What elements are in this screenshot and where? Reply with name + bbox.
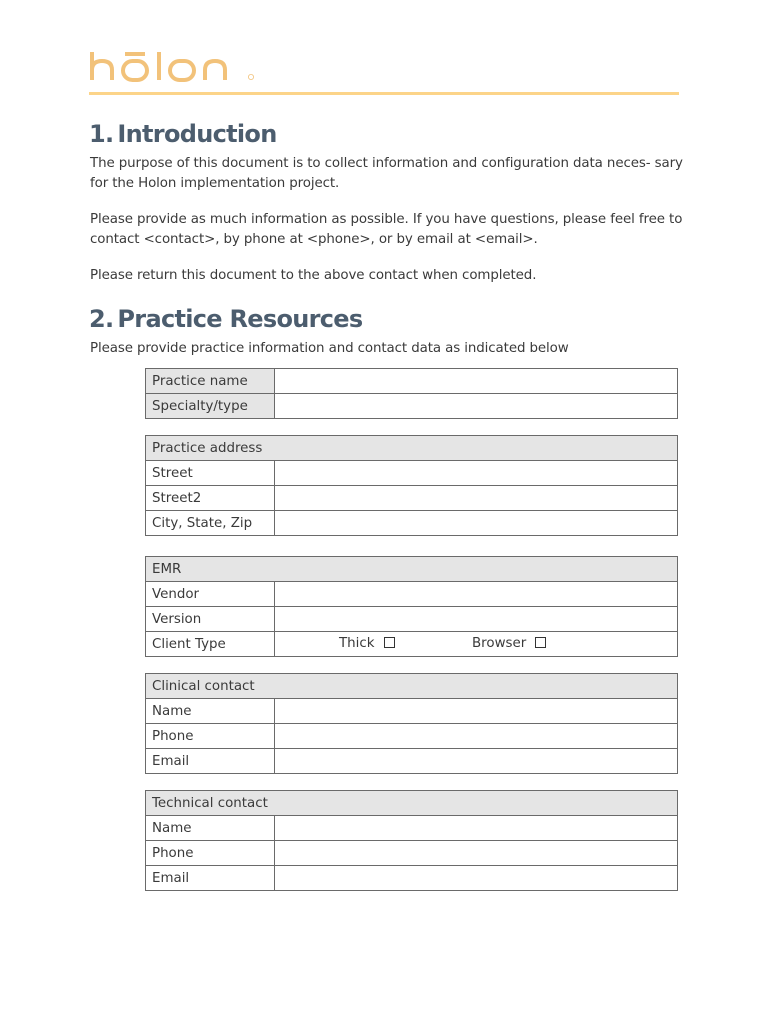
clinical-email-field[interactable]	[275, 749, 678, 774]
technical-contact-header: Technical contact	[146, 791, 678, 816]
technical-email-field[interactable]	[275, 866, 678, 891]
clinical-email-label: Email	[146, 749, 275, 774]
table-row	[146, 699, 678, 724]
street2-field[interactable]	[275, 486, 678, 511]
street-label: Street	[146, 461, 275, 486]
table-row	[146, 749, 678, 774]
table-row	[146, 511, 678, 536]
table-row	[146, 866, 678, 891]
client-type-label: Client Type	[146, 632, 275, 657]
practice-resources-intro: Please provide practice information and contact data as indicated below	[90, 341, 569, 356]
table-header-row	[146, 436, 678, 461]
intro-paragraph-2: Please provide as much information as possible. If you have questions, please feel free to contact <contact>, by phone at <phone>, or by email at <email>.	[90, 212, 683, 247]
table-row	[146, 369, 678, 394]
table-row	[146, 486, 678, 511]
clinical-contact-header: Clinical contact	[146, 674, 678, 699]
thick-option-label: Thick	[339, 636, 375, 651]
clinical-name-label: Name	[146, 699, 275, 724]
practice-address-table	[145, 435, 678, 536]
practice-name-field[interactable]	[275, 369, 678, 394]
table-row	[146, 461, 678, 486]
vendor-field[interactable]	[275, 582, 678, 607]
emr-header: EMR	[146, 557, 678, 582]
practice-table	[145, 368, 678, 419]
specialty-type-field[interactable]	[275, 394, 678, 419]
version-field[interactable]	[275, 607, 678, 632]
table-row	[146, 607, 678, 632]
technical-phone-label: Phone	[146, 841, 275, 866]
practice-address-header: Practice address	[146, 436, 678, 461]
practice-resources-heading: 2. Practice Resources	[89, 305, 363, 333]
browser-option[interactable]	[472, 636, 546, 651]
browser-checkbox[interactable]	[535, 637, 546, 648]
client-type-options	[275, 632, 678, 657]
clinical-phone-field[interactable]	[275, 724, 678, 749]
clinical-phone-label: Phone	[146, 724, 275, 749]
table-row	[146, 582, 678, 607]
table-row	[146, 724, 678, 749]
technical-name-field[interactable]	[275, 816, 678, 841]
browser-option-label: Browser	[472, 636, 527, 651]
technical-name-label: Name	[146, 816, 275, 841]
street-field[interactable]	[275, 461, 678, 486]
emr-table	[145, 556, 678, 657]
introduction-heading: 1. Introduction	[89, 120, 277, 148]
intro-paragraph-1: The purpose of this document is to collect information and configuration data neces- sary for the Holon implementation project.	[90, 156, 683, 191]
table-header-row	[146, 557, 678, 582]
intro-paragraph-3: Please return this document to the above contact when completed.	[90, 268, 537, 283]
table-header-row	[146, 791, 678, 816]
table-row	[146, 841, 678, 866]
vendor-label: Vendor	[146, 582, 275, 607]
table-row	[146, 816, 678, 841]
table-row	[146, 632, 678, 657]
city-state-zip-field[interactable]	[275, 511, 678, 536]
technical-email-label: Email	[146, 866, 275, 891]
thick-option[interactable]	[339, 636, 395, 651]
specialty-type-label: Specialty/type	[146, 394, 275, 419]
clinical-name-field[interactable]	[275, 699, 678, 724]
header-divider	[89, 92, 679, 95]
practice-name-label: Practice name	[146, 369, 275, 394]
thick-checkbox[interactable]	[384, 637, 395, 648]
holon-logo	[88, 50, 258, 84]
technical-contact-table	[145, 790, 678, 891]
table-header-row	[146, 674, 678, 699]
street2-label: Street2	[146, 486, 275, 511]
clinical-contact-table	[145, 673, 678, 774]
city-state-zip-label: City, State, Zip	[146, 511, 275, 536]
version-label: Version	[146, 607, 275, 632]
technical-phone-field[interactable]	[275, 841, 678, 866]
table-row	[146, 394, 678, 419]
